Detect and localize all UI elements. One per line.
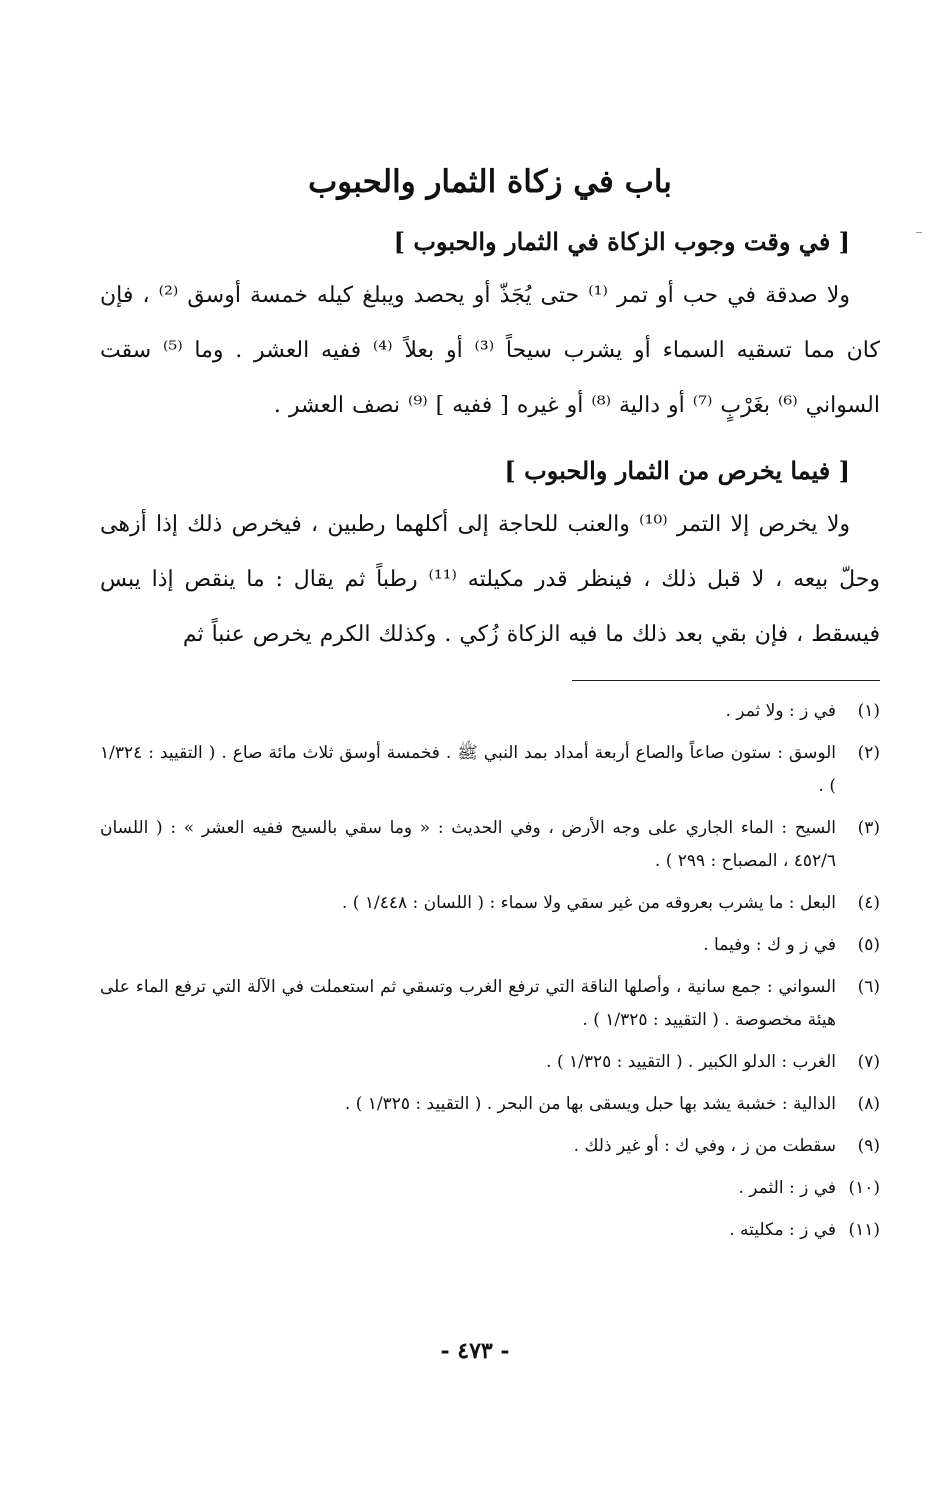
page-body xyxy=(100,150,880,1256)
footnote-number: (٥) xyxy=(857,935,880,955)
footnote-number: (٣) xyxy=(857,818,880,838)
footnote xyxy=(100,1046,880,1079)
section-title-zakat-timing: [ في وقت وجوب الزكاة في الثمار والحبوب ] xyxy=(393,227,850,256)
footnote-text: في ز : مكليته . xyxy=(729,1220,836,1240)
footnote xyxy=(100,737,880,803)
footnote-number: (١١) xyxy=(848,1220,880,1240)
margin-mark xyxy=(916,232,922,233)
footnote-number: (٨) xyxy=(857,1094,880,1114)
footnote xyxy=(100,929,880,962)
footnote-text: الغرب : الدلو الكبير . ( التقييد : ١/٣٢٥ ) . xyxy=(546,1052,836,1072)
paragraph-estimation xyxy=(100,497,880,662)
section-title-estimation: [ فيما يخرص من الثمار والحبوب ] xyxy=(504,456,850,485)
footnote-number: (١) xyxy=(857,701,880,721)
footnote xyxy=(100,812,880,878)
footnote-number: (٦) xyxy=(857,977,880,997)
page-number: - ٤٧٣ - xyxy=(440,1338,510,1364)
footnote-separator xyxy=(572,680,880,681)
footnote-number: (١٠) xyxy=(848,1178,880,1198)
chapter-title: باب في زكاة الثمار والحبوب xyxy=(308,164,672,200)
footnote-number: (٧) xyxy=(857,1052,880,1072)
paragraph-text: ولا يخرص إلا التمر ⁽¹⁰⁾ والعنب للحاجة إلى أكلهما رطبين ، فيخرص ذلك إذا أزهى وحلّ بيعه ، لا قبل ذلك ، فينظر قدر مكيلته ⁽¹¹⁾ رطباً ثم يقال : ما ينقص إذا يبس فيسقط ، فإن بقي بعد ذلك ما فيه الزكاة زُكي . وكذلك الكرم يخرص عنباً ثم xyxy=(100,512,880,647)
footnote-text: الدالية : خشبة يشد بها حبل ويسقى بها من البحر . ( التقييد : ١/٣٢٥ ) . xyxy=(344,1094,836,1114)
footnote xyxy=(100,1214,880,1247)
footnote-number: (٩) xyxy=(857,1136,880,1156)
footnote-text: في ز و ك : وفيما . xyxy=(703,935,836,955)
footnote-number: (٢) xyxy=(857,743,880,763)
footnote-text: في ز : ولا ثمر . xyxy=(725,701,836,721)
footnote xyxy=(100,1088,880,1121)
footnote-text: سقطت من ز ، وفي ك : أو غير ذلك . xyxy=(573,1136,836,1156)
footnote-text: البعل : ما يشرب بعروقه من غير سقي ولا سماء : ( اللسان : ١/٤٤٨ ) . xyxy=(342,893,836,913)
footnote-text: الوسق : ستون صاعاً والصاع أربعة أمداد بمد النبي ﷺ . فخمسة أوسق ثلاث مائة صاع . ( التقييد : ١/٣٢٤ ) . xyxy=(100,743,836,796)
paragraph-zakat-timing xyxy=(100,268,880,433)
footnote-text: في ز : الثمر . xyxy=(738,1178,836,1198)
footnote-number: (٤) xyxy=(857,893,880,913)
footnote xyxy=(100,971,880,1037)
paragraph-text: ولا صدقة في حب أو تمر ⁽¹⁾ حتى يُجَذّ أو يحصد ويبلغ كيله خمسة أوسق ⁽²⁾ ، فإن كان مما تسقيه السماء أو يشرب سيحاً ⁽³⁾ أو بعلاً ⁽⁴⁾ ففيه العشر . وما ⁽⁵⁾ سقت السواني ⁽⁶⁾ بغَرْبٍ ⁽⁷⁾ أو دالية ⁽⁸⁾ أو غيره [ ففيه ] ⁽⁹⁾ نصف العشر . xyxy=(100,283,880,418)
footnote xyxy=(100,887,880,920)
footnote-text: السواني : جمع سانية ، وأصلها الناقة التي ترفع الغرب وتسقي ثم استعملت في الآلة التي ترفع الماء على هيئة مخصوصة . ( التقييد : ١/٣٢٥ ) . xyxy=(100,977,836,1030)
footnote xyxy=(100,1172,880,1205)
footnote-list xyxy=(100,695,880,1247)
footnote-text: السيح : الماء الجاري على وجه الأرض ، وفي الحديث : « وما سقي بالسيح ففيه العشر » : ( اللسان ٤٥٢/٦ ، المصباح : ٢٩٩ ) . xyxy=(100,818,837,871)
footnote xyxy=(100,1130,880,1163)
footnote xyxy=(100,695,880,728)
